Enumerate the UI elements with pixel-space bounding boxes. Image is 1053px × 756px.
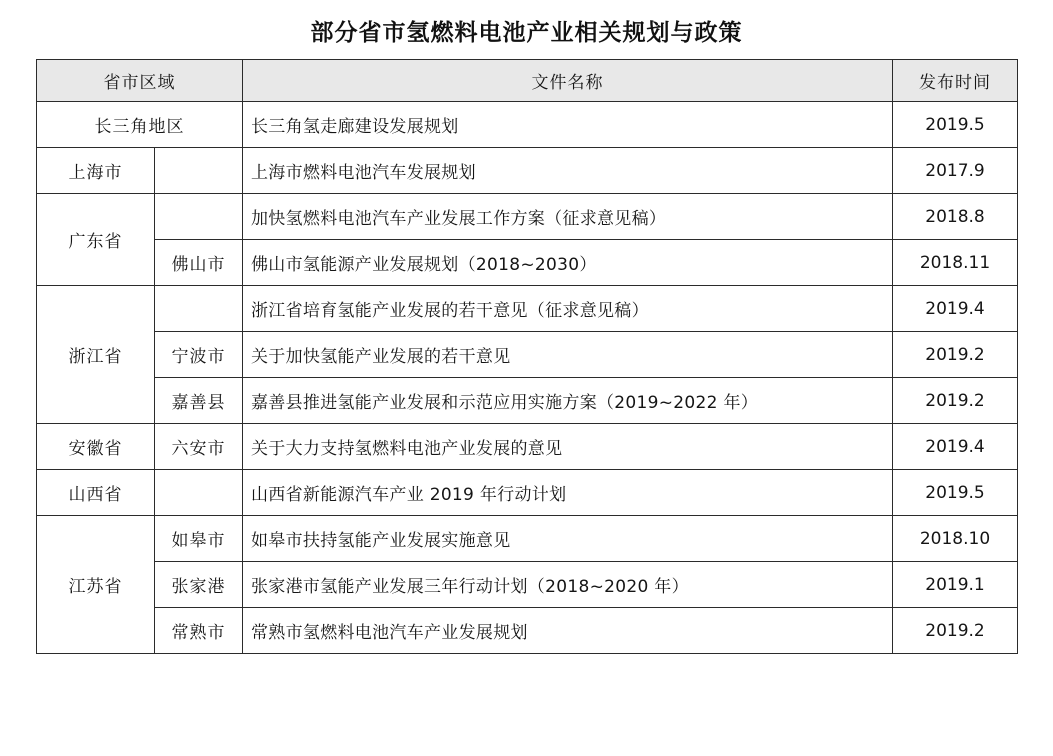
cell-publish-date: 2019.5 [893,470,1018,516]
cell-publish-date: 2017.9 [893,148,1018,194]
cell-publish-date: 2019.2 [893,608,1018,654]
table-row [37,102,1018,148]
cell-document-name: 上海市燃料电池汽车发展规划 [243,148,893,194]
table-row [37,608,1018,654]
cell-city [155,148,243,194]
cell-region: 上海市 [37,148,155,194]
cell-city: 宁波市 [155,332,243,378]
cell-document-name: 佛山市氢能源产业发展规划（2018~2030） [243,240,893,286]
table-container [36,59,1017,654]
cell-city: 嘉善县 [155,378,243,424]
cell-document-name: 加快氢燃料电池汽车产业发展工作方案（征求意见稿） [243,194,893,240]
cell-region: 广东省 [37,194,155,286]
table-row [37,286,1018,332]
cell-publish-date: 2018.10 [893,516,1018,562]
cell-document-name: 长三角氢走廊建设发展规划 [243,102,893,148]
cell-publish-date: 2019.2 [893,378,1018,424]
cell-document-name: 浙江省培育氢能产业发展的若干意见（征求意见稿） [243,286,893,332]
cell-document-name: 常熟市氢燃料电池汽车产业发展规划 [243,608,893,654]
cell-city: 张家港 [155,562,243,608]
cell-document-name: 关于加快氢能产业发展的若干意见 [243,332,893,378]
cell-document-name: 张家港市氢能产业发展三年行动计划（2018~2020 年） [243,562,893,608]
cell-document-name: 山西省新能源汽车产业 2019 年行动计划 [243,470,893,516]
table-row [37,332,1018,378]
table-row [37,378,1018,424]
page-title: 部分省市氢燃料电池产业相关规划与政策 [310,20,743,46]
cell-region: 安徽省 [37,424,155,470]
cell-publish-date: 2019.4 [893,286,1018,332]
cell-region: 江苏省 [37,516,155,654]
table-header [37,60,1018,102]
cell-city [155,470,243,516]
column-header-document: 文件名称 [243,60,893,102]
table-row [37,424,1018,470]
document-page [0,14,1053,756]
cell-publish-date: 2019.4 [893,424,1018,470]
cell-document-name: 嘉善县推进氢能产业发展和示范应用实施方案（2019~2022 年） [243,378,893,424]
cell-publish-date: 2019.5 [893,102,1018,148]
cell-city: 佛山市 [155,240,243,286]
cell-document-name: 关于大力支持氢燃料电池产业发展的意见 [243,424,893,470]
cell-city: 常熟市 [155,608,243,654]
cell-region: 长三角地区 [37,102,243,148]
cell-city: 六安市 [155,424,243,470]
cell-region: 山西省 [37,470,155,516]
cell-publish-date: 2019.1 [893,562,1018,608]
table-row [37,194,1018,240]
cell-city [155,286,243,332]
table-row [37,470,1018,516]
table-row [37,562,1018,608]
table-row [37,240,1018,286]
cell-region: 浙江省 [37,286,155,424]
table-header-row [37,60,1018,102]
policy-table [36,59,1018,654]
table-body [37,102,1018,654]
table-row [37,148,1018,194]
column-header-region: 省市区域 [37,60,243,102]
cell-city [155,194,243,240]
cell-document-name: 如皋市扶持氢能产业发展实施意见 [243,516,893,562]
cell-city: 如皋市 [155,516,243,562]
cell-publish-date: 2019.2 [893,332,1018,378]
column-header-date: 发布时间 [893,60,1018,102]
table-row [37,516,1018,562]
cell-publish-date: 2018.11 [893,240,1018,286]
cell-publish-date: 2018.8 [893,194,1018,240]
